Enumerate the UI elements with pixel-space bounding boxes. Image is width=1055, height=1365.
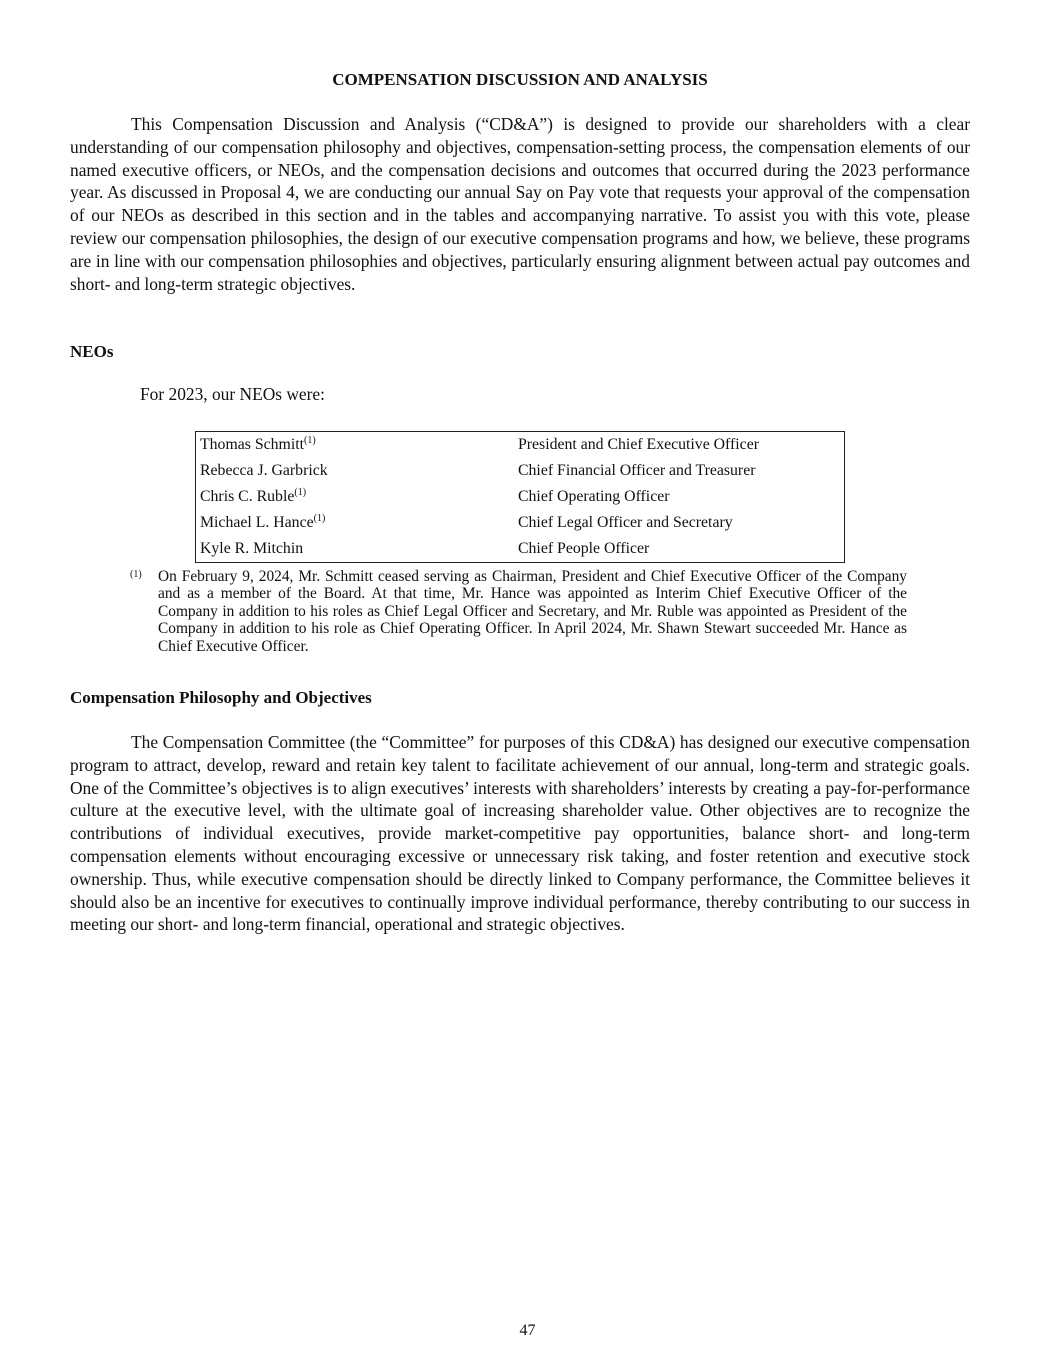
footnote-text: On February 9, 2024, Mr. Schmitt ceased serving as Chairman, President and Chief Executive Officer of the Company and as a member of the Board. At that time, Mr. Hance was appointed as Interim Chief Executive Officer of the Company in addition to his roles as Chief Legal Officer and Secretary, and Mr. Ruble was appointed as President of the Company in addition to his role as Chief Operating Officer. In April 2024, Mr. Shawn Stewart succeeded Mr. Hance as Chief Executive Officer.	[158, 568, 907, 655]
footnote-marker: (1)	[130, 569, 142, 580]
table-row	[196, 510, 845, 536]
page-number: 47	[519, 1322, 536, 1339]
table-row	[196, 536, 845, 563]
table-row	[196, 432, 845, 459]
footnote	[130, 568, 970, 655]
neos-heading: NEOs	[70, 342, 114, 361]
officer-name: Rebecca J. Garbrick	[200, 461, 328, 479]
philosophy-heading: Compensation Philosophy and Objectives	[70, 688, 372, 707]
officer-title: Chief Financial Officer and Treasurer	[518, 461, 756, 479]
intro-paragraph: This Compensation Discussion and Analysis (“CD&A”) is designed to provide our shareholders with a clear understanding of our compensation philosophy and objectives, compensation-setting process, the compensation elements of our named executive officers, or NEOs, and the compensation decisions and outcomes that occurred during the 2023 performance year. As discussed in Proposal 4, we are conducting our annual Say on Pay vote that requests your approval of the compensation of our NEOs as described in this section and in the tables and accompanying narrative. To assist you with this vote, please review our compensation philosophies, the design of our executive compensation programs and how, we believe, these programs are in line with our compensation philosophies and objectives, particularly ensuring alignment between actual pay outcomes and short- and long-term strategic objectives.	[70, 114, 970, 294]
table-row	[196, 484, 845, 510]
page-title: COMPENSATION DISCUSSION AND ANALYSIS	[332, 70, 708, 89]
footnote-ref: (1)	[304, 434, 316, 446]
philosophy-paragraph: The Compensation Committee (the “Committee” for purposes of this CD&A) has designed our executive compensation program to attract, develop, reward and retain key talent to facilitate achievement of our annual, long-term and strategic goals. One of the Committee’s objectives is to align executives’ interests with shareholders’ interests by creating a pay-for-performance culture at the executive level, with the ultimate goal of increasing shareholder value. Other objectives are to recognize the contributions of individual executives, provide market-competitive pay opportunities, balance short- and long-term compensation elements without encouraging excessive or unnecessary risk taking, and foster retention and executive stock ownership. Thus, while executive compensation should be directly linked to Company performance, the Committee believes it should also be an incentive for executives to continually improve individual performance, thereby contributing to our success in meeting our short- and long-term financial, operational and strategic objectives.	[70, 732, 970, 935]
officer-name: Kyle R. Mitchin	[200, 539, 304, 557]
neos-intro: For 2023, our NEOs were:	[140, 384, 325, 404]
table-row	[196, 458, 845, 484]
officer-title: President and Chief Executive Officer	[518, 435, 759, 453]
footnote-ref: (1)	[294, 486, 307, 498]
officer-title: Chief Operating Officer	[518, 487, 670, 505]
officer-title: Chief Legal Officer and Secretary	[518, 513, 733, 531]
officer-name: Michael L. Hance$^{(1)}$	[200, 512, 326, 531]
neos-table	[195, 431, 845, 563]
officer-title: Chief People Officer	[518, 539, 650, 557]
officer-name: Chris C. Ruble$^{(1)}$	[200, 486, 307, 505]
footnote-ref: (1)	[313, 512, 326, 524]
officer-name: Thomas Schmitt$^{(1)}$	[200, 434, 316, 453]
